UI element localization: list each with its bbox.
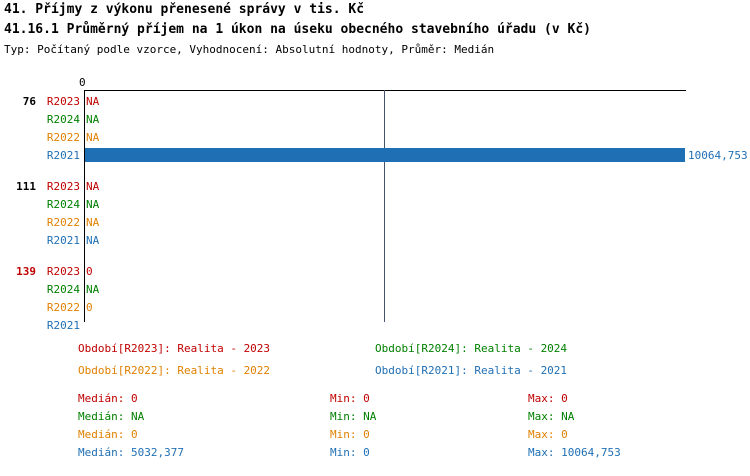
legend-item: Období[R2023]: Realita - 2023: [78, 342, 271, 355]
bar-zero-label: 0: [86, 301, 93, 314]
stat-median: Medián: 5032,377: [78, 446, 184, 459]
y-axis-line: [84, 90, 85, 322]
bar-series-label: R2023: [46, 95, 80, 108]
bar-value-label: 10064,753: [688, 149, 748, 162]
bar-series-label: R2023: [46, 265, 80, 278]
bar-na-label: NA: [86, 234, 100, 247]
group-label: 139: [16, 265, 36, 278]
stat-min: Min: 0: [330, 428, 370, 441]
group-label: 76: [22, 95, 36, 108]
bar-series-label: R2021: [46, 234, 80, 247]
x-axis-tick-zero: 0: [79, 76, 86, 89]
bar-na-label: NA: [86, 198, 100, 211]
page-title-sub: 41.16.1 Průměrný příjem na 1 úkon na úseku obecného stavebního úřadu (v Kč): [4, 22, 591, 37]
bar-series-label: R2023: [46, 180, 80, 193]
legend-item: Období[R2021]: Realita - 2021: [375, 364, 568, 377]
stat-min: Min: 0: [330, 392, 370, 405]
x-axis-line: [84, 90, 686, 91]
stat-max: Max: 0: [528, 392, 568, 405]
chart-plot-area: [0, 58, 750, 332]
bar-series-label: R2022: [46, 301, 80, 314]
bar-na-label: NA: [86, 131, 100, 144]
bar-na-label: NA: [86, 283, 100, 296]
stat-median: Medián: 0: [78, 428, 138, 441]
stat-median: Medián: 0: [78, 392, 138, 405]
legend-item: Období[R2022]: Realita - 2022: [78, 364, 271, 377]
bar-series-label: R2021: [46, 319, 80, 332]
bar-zero-label: 0: [86, 265, 93, 278]
stat-min: Min: 0: [330, 446, 370, 459]
group-label: 111: [16, 180, 36, 193]
bar-na-label: NA: [86, 95, 100, 108]
bar: [85, 148, 685, 162]
chart-legend: [0, 338, 750, 388]
bar-series-label: R2024: [46, 113, 80, 126]
chart-stats: [0, 388, 750, 476]
gridline-median: [384, 90, 385, 322]
stat-median: Medián: NA: [78, 410, 145, 423]
stat-max: Max: 10064,753: [528, 446, 621, 459]
chart-subtitle: Typ: Počítaný podle vzorce, Vyhodnocení: Absolutní hodnoty, Průměr: Medián: [4, 43, 495, 56]
bar-na-label: NA: [86, 180, 100, 193]
bar-series-label: R2022: [46, 216, 80, 229]
bar-na-label: NA: [86, 113, 100, 126]
bar-series-label: R2024: [46, 283, 80, 296]
stat-max: Max: 0: [528, 428, 568, 441]
page-title-main: 41. Příjmy z výkonu přenesené správy v tis. Kč: [4, 2, 365, 17]
stat-max: Max: NA: [528, 410, 575, 423]
bar-series-label: R2022: [46, 131, 80, 144]
legend-item: Období[R2024]: Realita - 2024: [375, 342, 568, 355]
bar-series-label: R2021: [46, 149, 80, 162]
stat-min: Min: NA: [330, 410, 377, 423]
bar-na-label: NA: [86, 216, 100, 229]
bar-series-label: R2024: [46, 198, 80, 211]
